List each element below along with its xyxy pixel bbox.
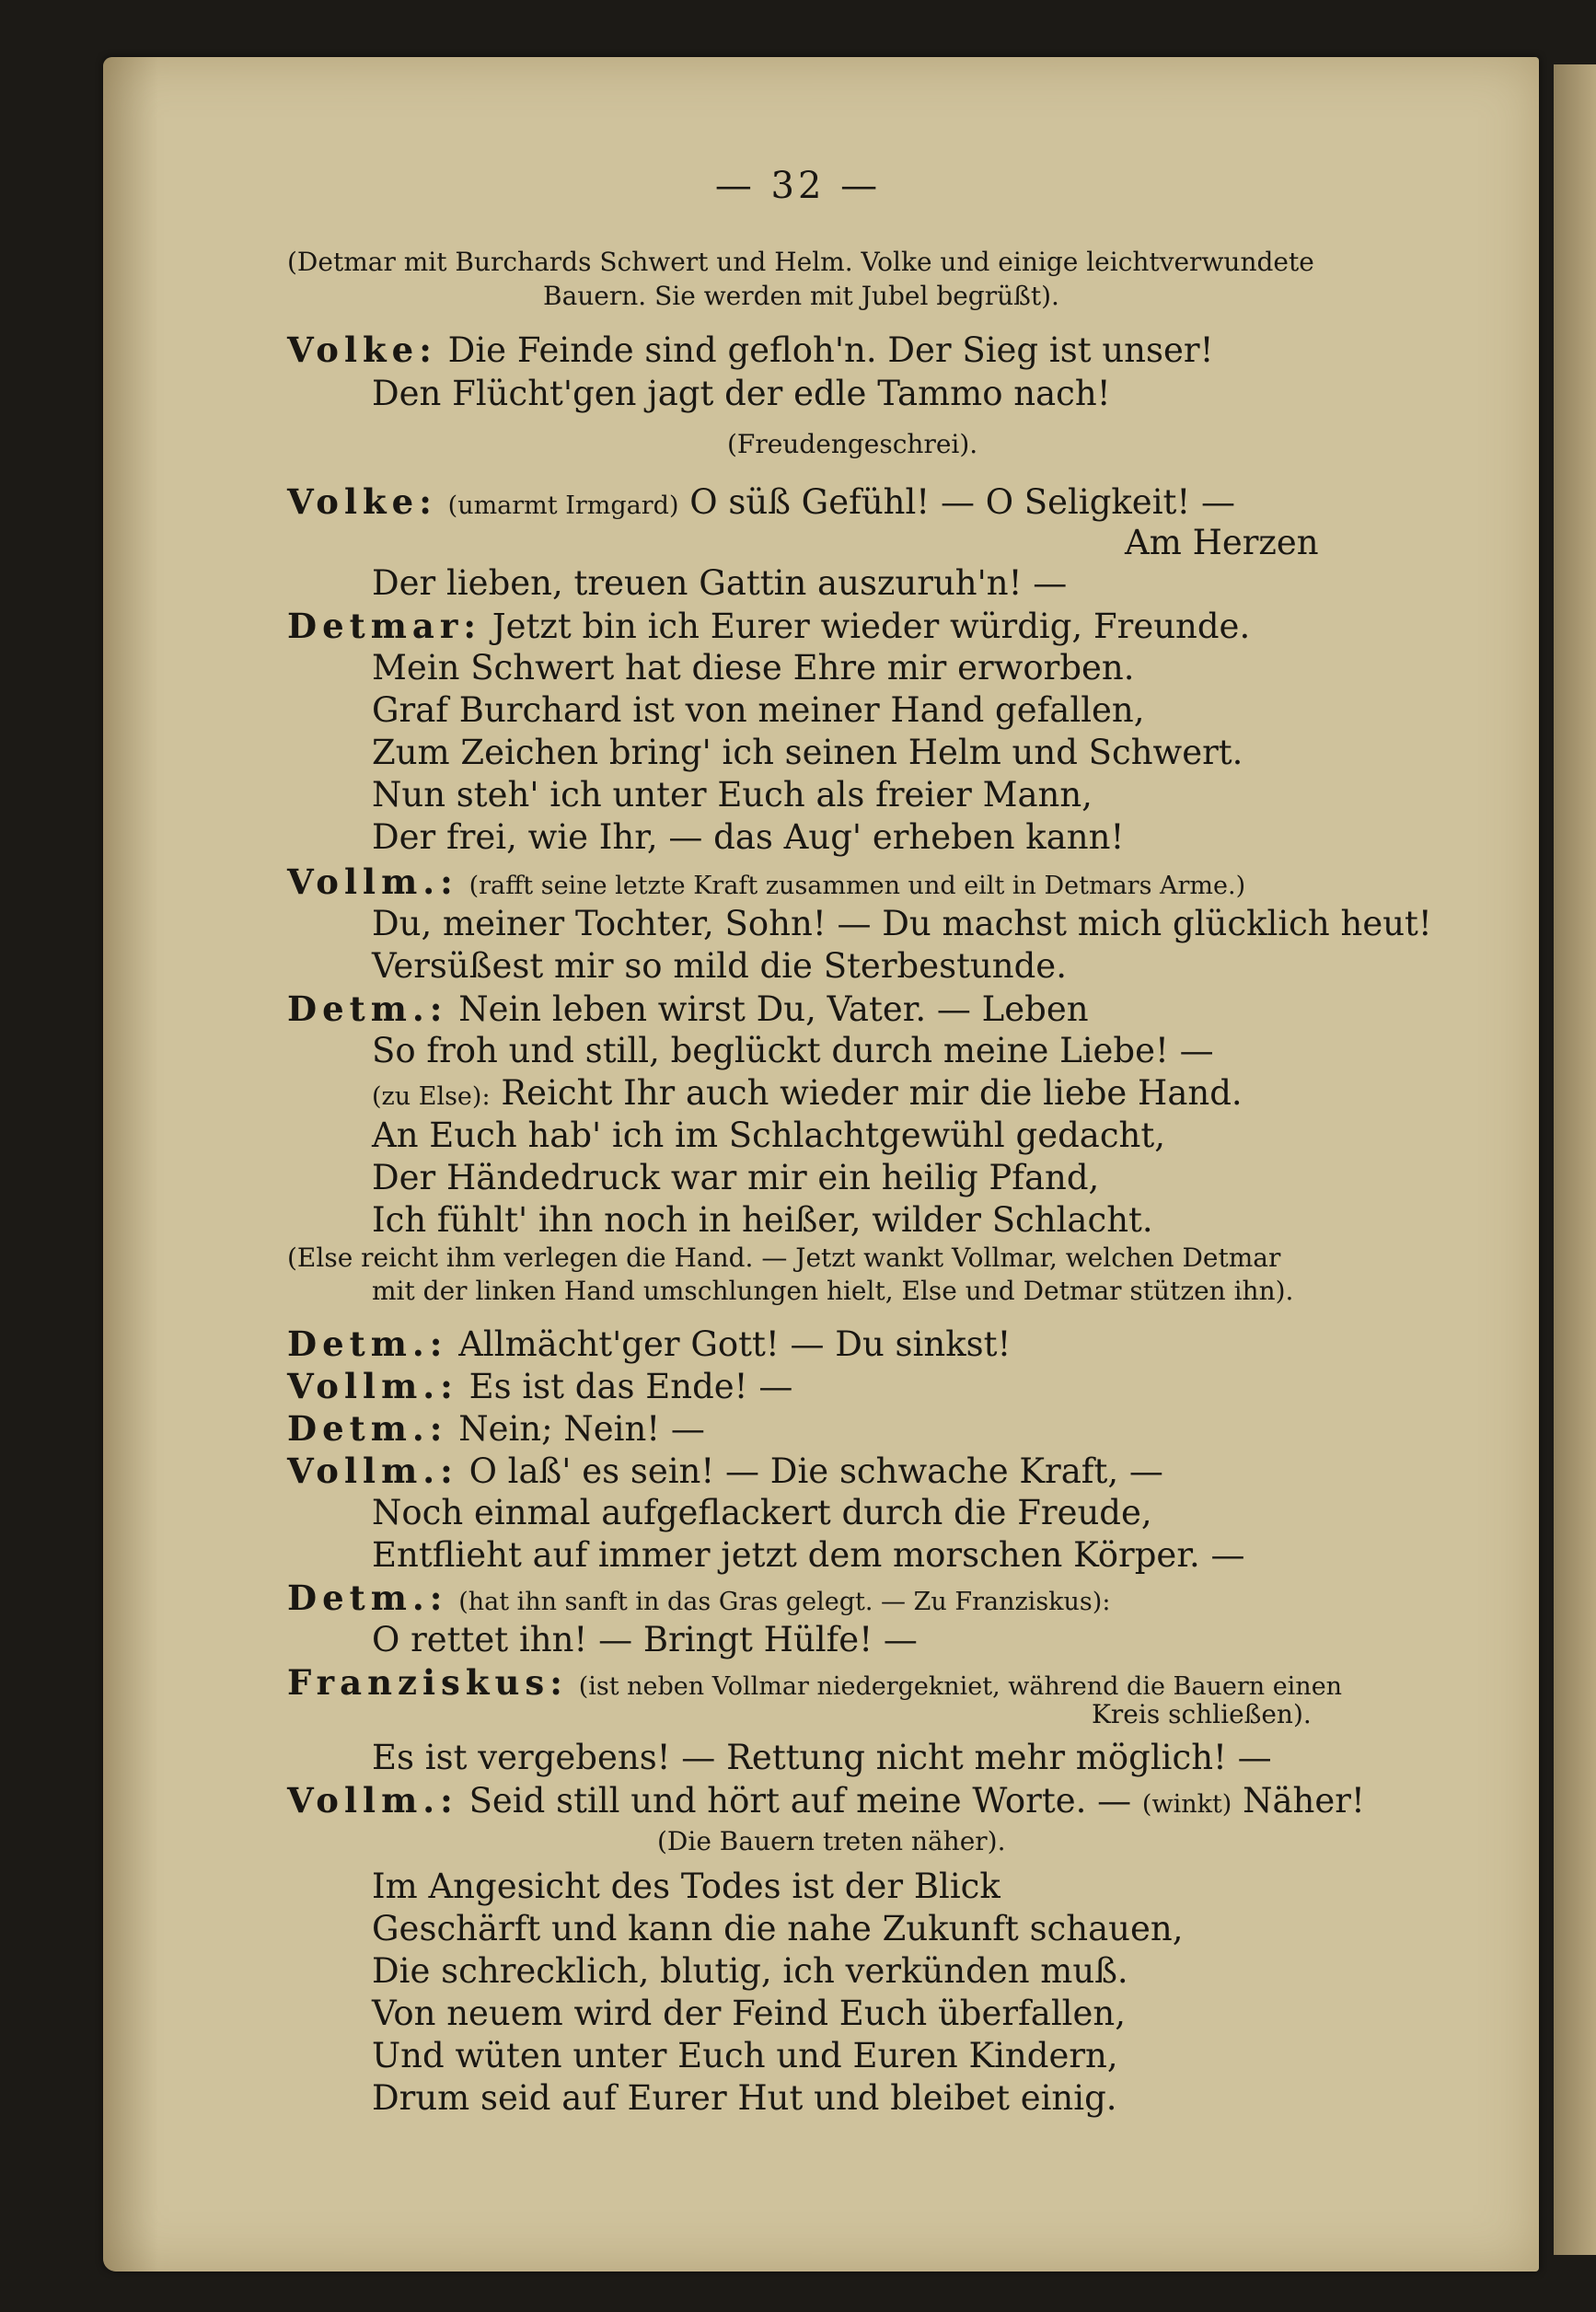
speaker: Franziskus:	[287, 1662, 568, 1703]
speaker: Volke:	[287, 329, 437, 370]
speaker: Detm.:	[287, 1408, 448, 1449]
verse-line: Entflieht auf immer jetzt dem morschen Körper. —	[372, 1535, 1245, 1575]
stage-direction: Bauern. Sie werden mit Jubel begrüßt).	[543, 281, 1059, 311]
verse-line: Allmächt'ger Gott! — Du sinkst!	[458, 1324, 1012, 1364]
speaker: Detm.:	[287, 1324, 448, 1364]
verse-line: Der frei, wie Ihr, — das Aug' erheben kann!	[372, 817, 1125, 857]
stage-direction: (Die Bauern treten näher).	[657, 1826, 1006, 1856]
verse-line: Es ist vergebens! — Rettung nicht mehr möglich! —	[372, 1738, 1272, 1777]
verse-line: Du, meiner Tochter, Sohn! — Du machst mich glücklich heut!	[372, 904, 1432, 943]
verse-line: Am Herzen	[1125, 523, 1319, 562]
stage-direction: Kreis schließen).	[1092, 1699, 1312, 1729]
speaker: Vollm.:	[287, 861, 458, 902]
speaker: Vollm.:	[287, 1366, 458, 1406]
verse-line: Näher!	[1243, 1781, 1365, 1821]
stage-direction: (winkt)	[1141, 1790, 1232, 1819]
verse-line: Seid still und hört auf meine Worte. —	[468, 1781, 1132, 1821]
verse-line: Im Angesicht des Todes ist der Blick	[372, 1867, 1000, 1906]
speaker: Detm.:	[287, 988, 448, 1029]
verse-line: Drum seid auf Eurer Hut und bleibet einig.	[372, 2078, 1117, 2118]
stage-direction: (Detmar mit Burchards Schwert und Helm. Volke und einige leichtverwundete	[287, 247, 1314, 277]
speaker: Vollm.:	[287, 1451, 458, 1491]
verse-line: Es ist das Ende! —	[468, 1367, 793, 1406]
stage-direction: (ist neben Vollmar niedergekniet, während die Bauern einen	[578, 1672, 1343, 1701]
verse-line: Die schrecklich, blutig, ich verkünden muß.	[372, 1951, 1128, 1991]
verse-line: Zum Zeichen bring' ich seinen Helm und Schwert.	[372, 733, 1243, 772]
verse-line: Von neuem wird der Feind Euch überfallen,	[372, 1994, 1126, 2033]
stage-direction: (zu Else):	[372, 1082, 491, 1111]
verse-line: Der Händedruck war mir ein heilig Pfand,	[372, 1158, 1100, 1197]
speaker: Detm.:	[287, 1578, 448, 1618]
verse-line: Reicht Ihr auch wieder mir die liebe Hand.	[501, 1073, 1243, 1113]
verse-line: Den Flücht'gen jagt der edle Tammo nach!	[372, 374, 1111, 413]
verse-line: Und wüten unter Euch und Euren Kindern,	[372, 2036, 1118, 2075]
stage-direction: (Freudengeschrei).	[727, 429, 978, 459]
verse-line: Mein Schwert hat diese Ehre mir erworben.	[372, 648, 1135, 688]
stage-direction: (rafft seine letzte Kraft zusammen und eilt in Detmars Arme.)	[468, 872, 1246, 900]
verse-line: So froh und still, beglückt durch meine Liebe! —	[372, 1031, 1214, 1070]
verse-line: Der lieben, treuen Gattin auszuruh'n! —	[372, 563, 1068, 603]
stage-direction: mit der linken Hand umschlungen hielt, Else und Detmar stützen ihn).	[372, 1276, 1294, 1306]
verse-line: Graf Burchard ist von meiner Hand gefallen,	[372, 690, 1145, 730]
page-number: — 32 —	[714, 165, 882, 207]
verse-line: Jetzt bin ich Eurer wieder würdig, Freunde.	[492, 607, 1251, 646]
verse-line: Noch einmal aufgeflackert durch die Freude,	[372, 1493, 1152, 1532]
verse-line: An Euch hab' ich im Schlachtgewühl gedacht,	[372, 1116, 1166, 1155]
verse-line: Die Feinde sind gefloh'n. Der Sieg ist unser!	[447, 330, 1214, 370]
verse-line: O laß' es sein! — Die schwache Kraft, —	[468, 1451, 1163, 1491]
verse-line: Geschärft und kann die nahe Zukunft schauen,	[372, 1909, 1184, 1948]
verse-line: Nein; Nein! —	[458, 1409, 705, 1449]
stage-direction: (umarmt Irmgard)	[447, 491, 679, 520]
speaker: Vollm.:	[287, 1780, 458, 1821]
verse-line: O süß Gefühl! — O Seligkeit! —	[689, 482, 1236, 522]
verse-line: Nein leben wirst Du, Vater. — Leben	[458, 989, 1089, 1029]
stage-direction: (hat ihn sanft in das Gras gelegt. — Zu Franziskus):	[458, 1588, 1111, 1616]
speaker: Volke:	[287, 481, 437, 522]
verse-line: Versüßest mir so mild die Sterbestunde.	[372, 946, 1067, 986]
verse-line: Ich fühlt' ihn noch in heißer, wilder Schlacht.	[372, 1200, 1153, 1240]
stage-direction: (Else reicht ihm verlegen die Hand. — Jetzt wankt Vollmar, welchen Detmar	[287, 1243, 1281, 1273]
speaker: Detmar:	[287, 606, 481, 646]
verse-line: O rettet ihn! — Bringt Hülfe! —	[372, 1620, 918, 1659]
verse-line: Nun steh' ich unter Euch als freier Mann,	[372, 775, 1093, 815]
